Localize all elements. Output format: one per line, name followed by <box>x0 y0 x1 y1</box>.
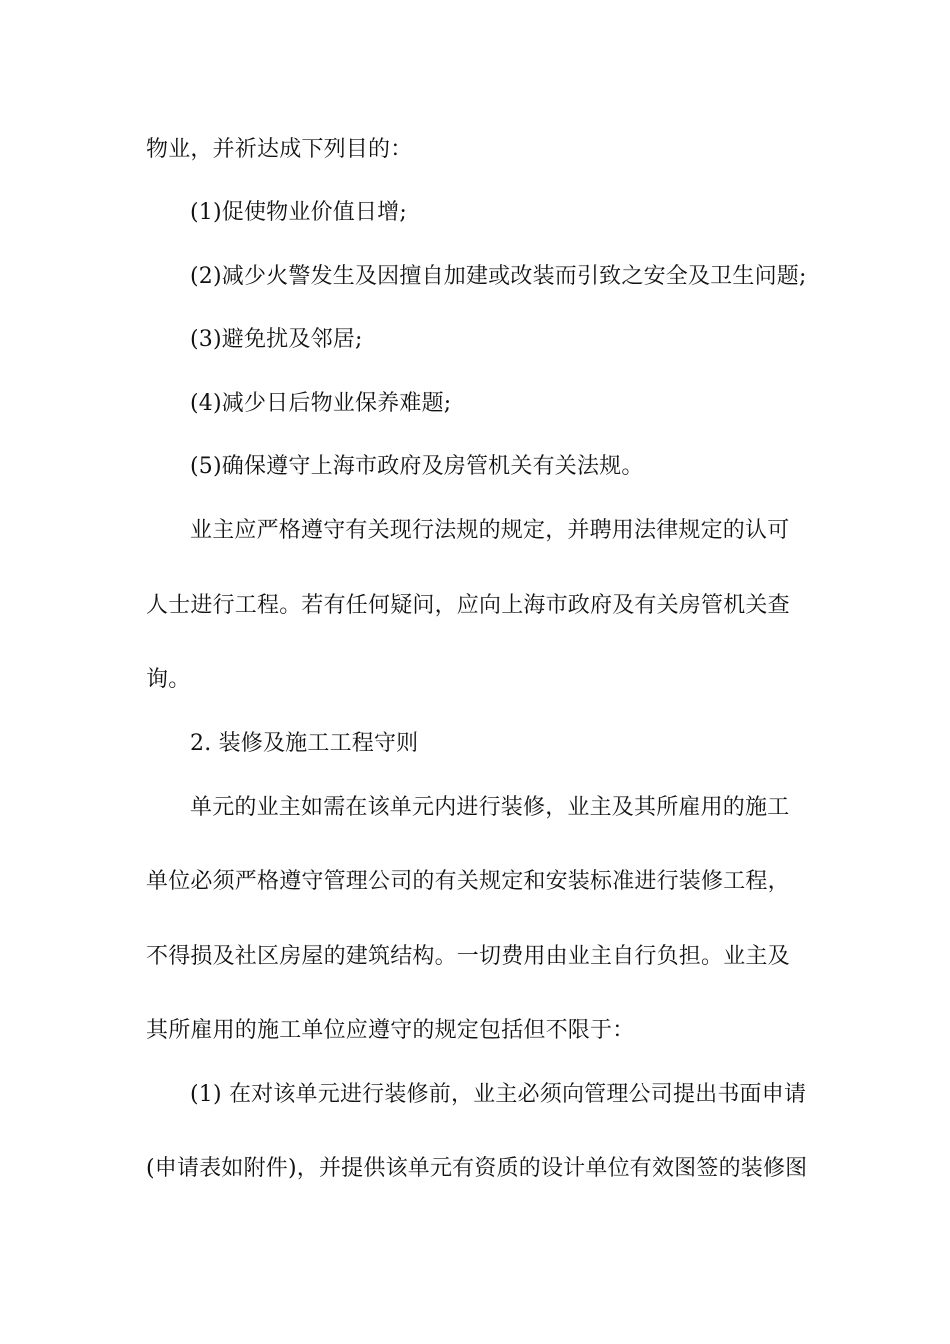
paragraph-line: 单元的业主如需在该单元内进行装修，业主及其所雇用的施工 <box>190 795 790 820</box>
paragraph-line: 业主应严格遵守有关现行法规的规定，并聘用法律规定的认可 <box>190 518 790 543</box>
list-item: (1) 在对该单元进行装修前，业主必须向管理公司提出书面申请 <box>190 1082 807 1107</box>
section-heading: 2. 装修及施工工程守则 <box>190 731 419 756</box>
paragraph-continuation: 物业，并祈达成下列目的： <box>146 137 413 162</box>
list-item: (1)促使物业价值日增; <box>190 200 407 225</box>
paragraph-line: (申请表如附件)，并提供该单元有资质的设计单位有效图签的装修图 <box>146 1156 808 1181</box>
list-item: (2)减少火警发生及因擅自加建或改装而引致之安全及卫生问题; <box>190 264 807 289</box>
list-item: (4)减少日后物业保养难题; <box>190 391 452 416</box>
paragraph-line: 单位必须严格遵守管理公司的有关规定和安装标准进行装修工程， <box>146 869 790 894</box>
paragraph-line: 询。 <box>146 667 191 692</box>
list-item: (5)确保遵守上海市政府及房管机关有关法规。 <box>190 454 644 479</box>
list-item: (3)避免扰及邻居; <box>190 327 363 352</box>
paragraph-line: 不得损及社区房屋的建筑结构。一切费用由业主自行负担。业主及 <box>146 944 790 969</box>
paragraph-line: 人士进行工程。若有任何疑问，应向上海市政府及有关房管机关查 <box>146 593 790 618</box>
paragraph-line: 其所雇用的施工单位应遵守的规定包括但不限于： <box>146 1018 635 1043</box>
